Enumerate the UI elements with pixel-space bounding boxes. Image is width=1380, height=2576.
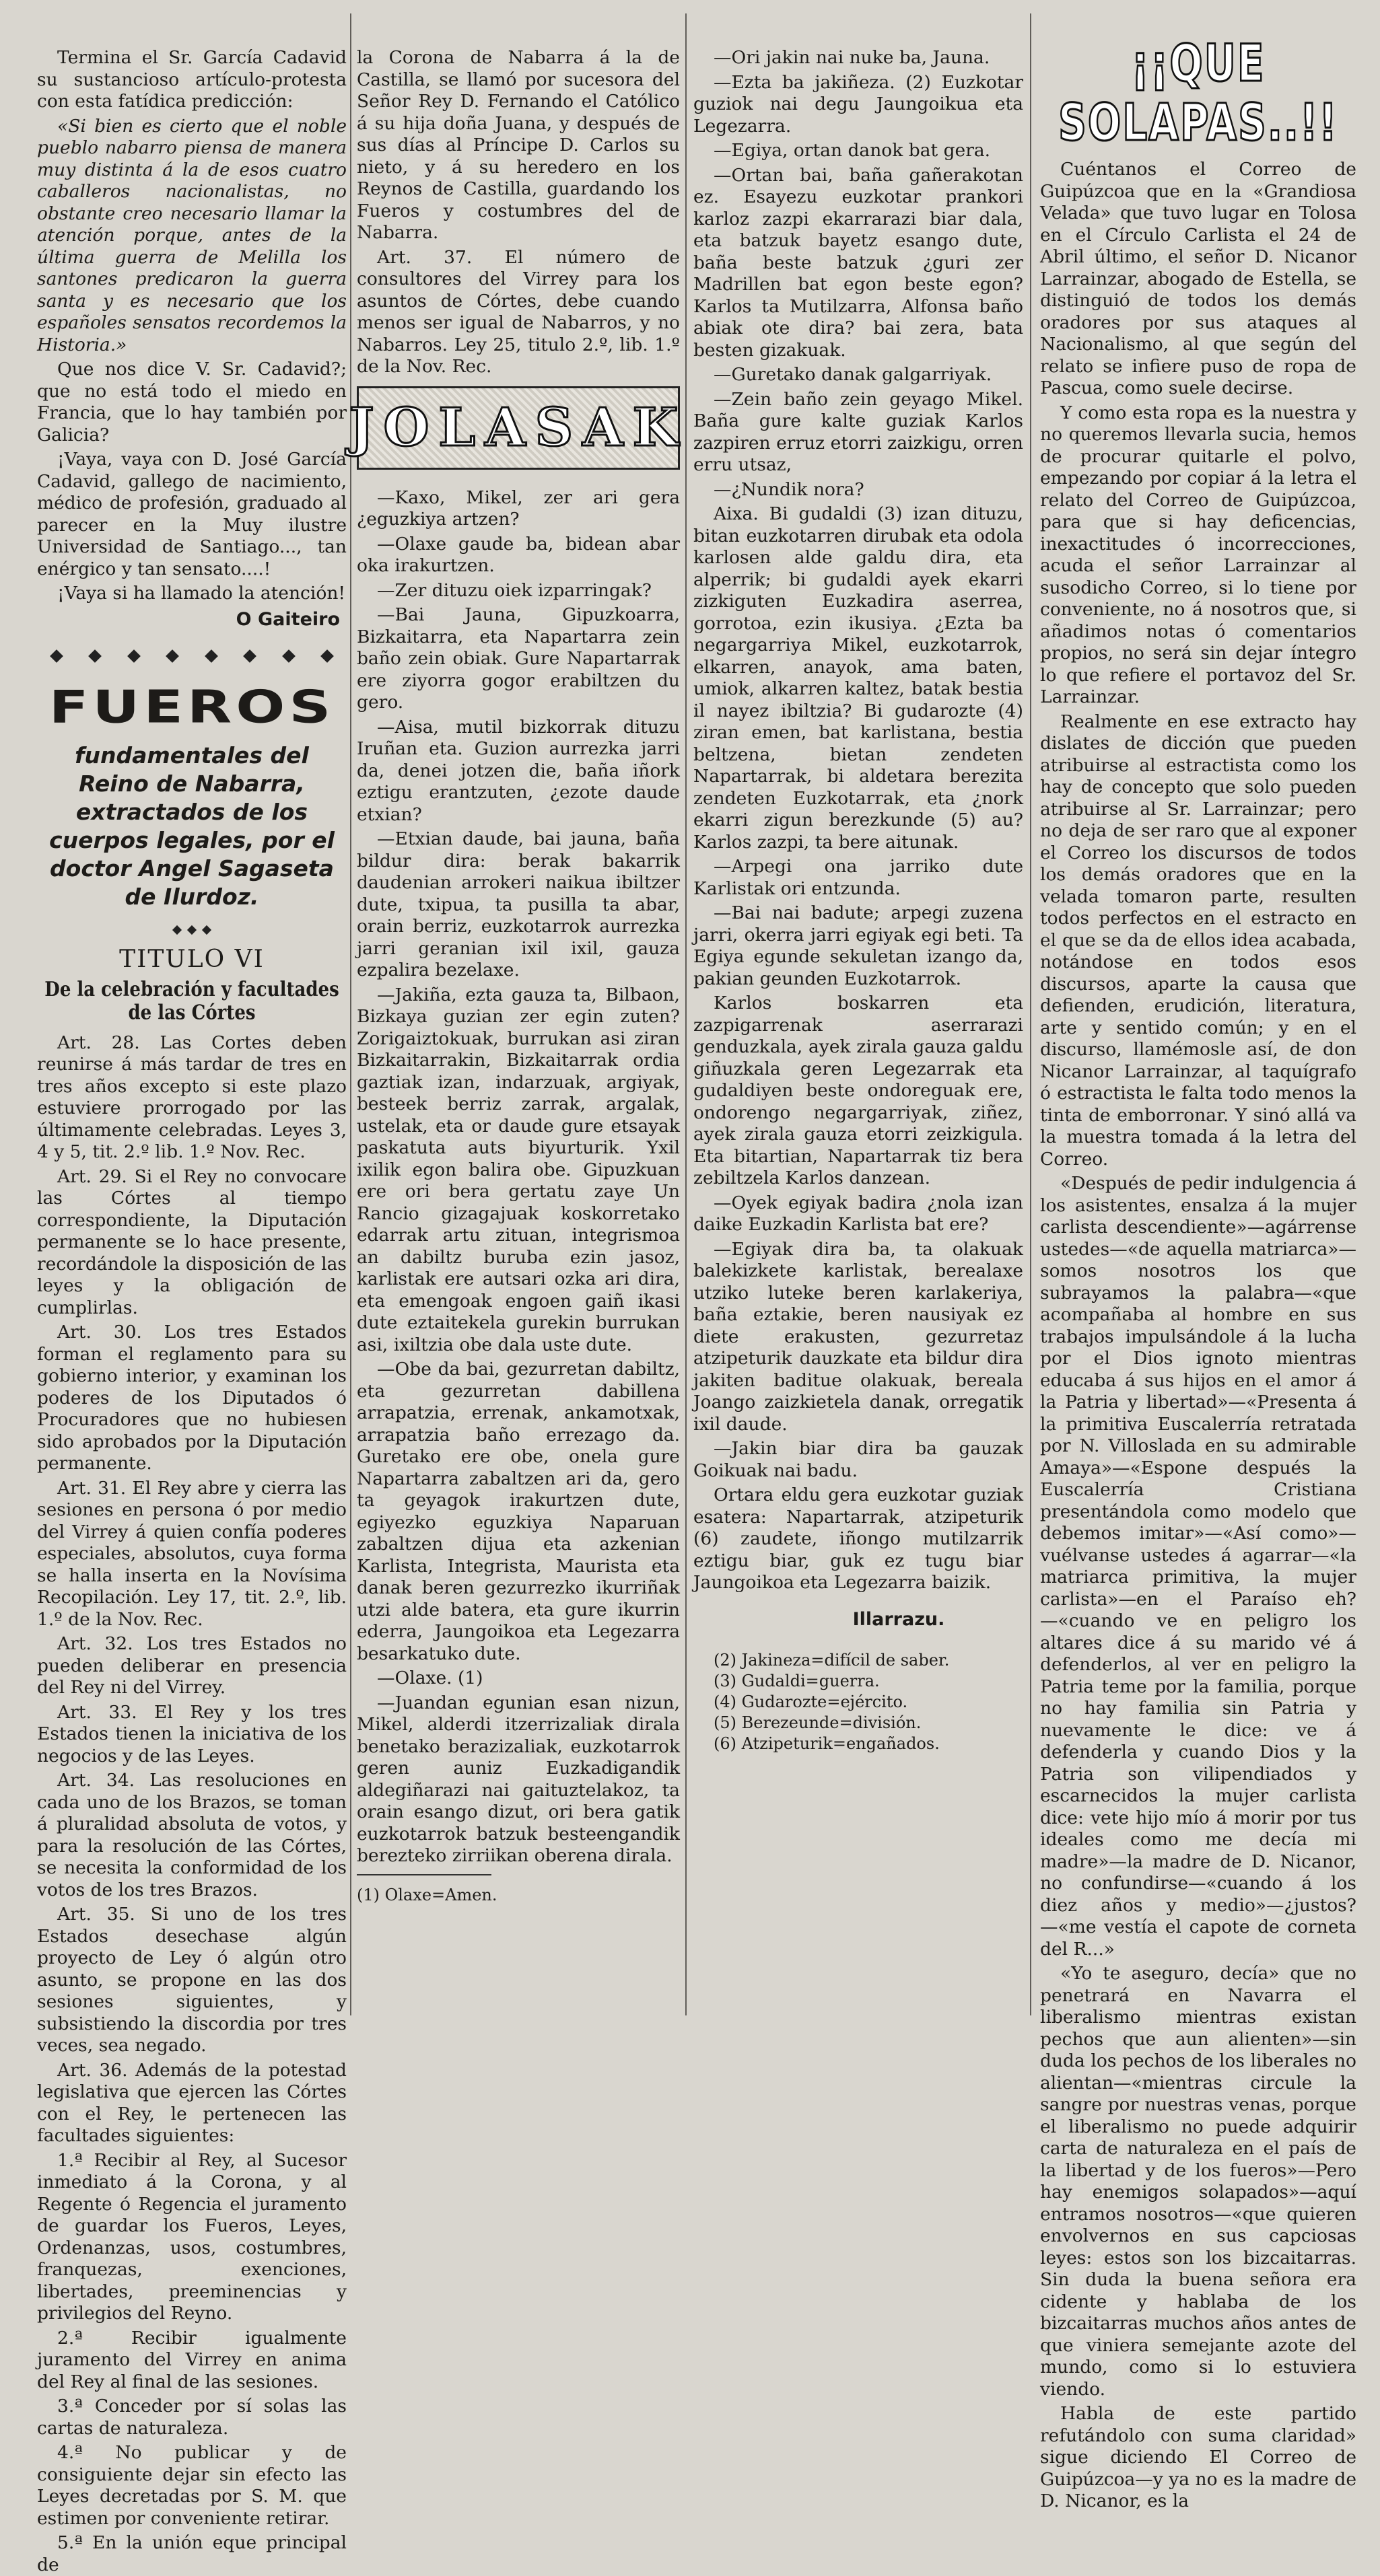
paragraph: ¡Vaya si ha llamado la atención! (57, 583, 346, 604)
dialogue-line: —Olaxe gaude ba, bidean abar oka irakurtzen. (357, 533, 680, 576)
faculty-item: 2.ª Recibir igualmente juramento del Virrey en anima del Rey al final de las sesiones. (37, 2327, 347, 2392)
paragraph: Realmente en ese extracto hay dislates de dicción que pueden atribuirse al estractista como los hay de concepto que solo pueden atribuirse al Sr. Larrainzar; pero no deja de ser raro que al exponer el Correo los discursos de todos los demás oradores que en la velada tomaron parte, resulten todos perfectos en el estracto en el que se da de ellos idea acabada, notándose en todos esos discursos, aparte la causa que defienden, erudición, literatura, arte y sentido común; y en el discurso, llamémosle así, de don Nicanor Larrainzar, al taquígrafo ó estractista le falta todo menos la tinta de emborronar. Y sinó allá va la muestra tomada á la letra del Correo. (1040, 711, 1356, 1170)
dialogue-line: Ortara eldu gera euzkotar guziak esatera: Napartarrak, atzipeturik (6) zaudete, iñongo mutilzarrik eztigu biar, guk ez tugu biar Jaungoikoa eta Legezarra baizik. (693, 1484, 1023, 1593)
dialogue-line: —Jakin biar dira ba gauzak Goikuak nai badu. (693, 1438, 1023, 1481)
footnote: (3) Gudaldi=guerra. (714, 1671, 880, 1690)
column-1 (37, 47, 347, 2575)
footnote: (5) Berezeunde=división. (714, 1713, 922, 1732)
dialogue-line: —Bai Jauna, Gipuzkoarra, Bizkaitarra, eta Napartarra zein baño zein obiak. Gure Napartarrak ere ziyorra gogor erabiltzen du gero. (357, 604, 680, 713)
dialogue-line: Aixa. Bi gudaldi (3) izan dituzu, bitan euzkotarren dirubak eta odola karlosen alde galdu dira, eta alperrik; bi gudaldi ayek ekarri zizkiguten Euzkadira aserrea, gorrotoa, ezin ikusiya. ¿Ezta ba negargarriya Mikel, euzkotarrok, elkarren, anayok, ama baten, umiok, alkarren kaltez, batak bestia il nayez ibiltzia? Bi gudarozte (4) ziran emen, bat karlistana, bestia beltzena, bietan zendeten Napartarrak, bi aldetara berezita zendeten Euzkotarrak, eta ¿nork ekarri zigun berezkunde (5) au? Karlos zazpi, ta bere aitunak. (693, 503, 1023, 853)
dialogue-line: —Zein baño zein geyago Mikel. Baña gure kalte guziak Karlos zazpiren erruz etorri zaizkigu, orren erru utsaz, (693, 388, 1023, 475)
dialogue-line: —Olaxe. (1) (377, 1668, 483, 1688)
dialogue-line: —Guretako danak galgarriyak. (714, 364, 992, 385)
dialogue-line: —Egiya, ortan danok bat gera. (714, 140, 991, 161)
jolasak-banner (349, 386, 688, 470)
column-rule (350, 13, 351, 2015)
paragraph: Que nos dice V. Sr. Cadavid?; que no está todo el miedo en Francia, que lo hay también por Galicia? (37, 359, 347, 445)
footnote: (4) Gudarozte=ejército. (714, 1692, 908, 1711)
column-rule (1030, 13, 1031, 2015)
ornament-divider (37, 647, 347, 665)
paragraph: ¡Vaya, vaya con D. José García Cadavid, gallego de nacimiento, médico de profesión, graduado al parecer en la Muy ilustre Universidad de Santiago..., tan enérgico y tan sensato....! (37, 449, 347, 579)
paragraph: la Corona de Nabarra á la de Castilla, se llamó por sucesora del Señor Rey D. Fernando el Católico á su hija doña Juana, y después de sus días al Príncipe D. Carlos su nieto, y á su heredero en los Reynos de Castilla, guardando los Fueros y costumbres del de Nabarra. (357, 47, 680, 243)
footnotes (714, 1650, 1023, 1754)
dialogue-line: —Ori jakin nai nuke ba, Jauna. (714, 47, 990, 68)
article-title: ¡¡QUE SOLAPAS..!! (1058, 33, 1338, 153)
article: Art. 32. Los tres Estados no pueden deliberar en presencia del Rey ni del Virrey. (37, 1633, 347, 1698)
dialogue-line: —Obe da bai, gezurretan dabiltz, eta gezurretan dabillena arrapatzia, errenak, ankamotxak, arrapatzia baño errezago da. Guretako ere obe, onela gure Napartarra zabaltzen ari da, gero ta geyagok irakurtzen dute, egiyezko eguzkiya Naparuan zabaltzen dijua eta azkenian Karlista, Integrista, Maurista eta danak beren gezurrezko ikurriñak utzi alde baterа, eta gure ikurrin ederra, Jaungoikoa eta Legezarra besarkatuko dute. (357, 1359, 680, 1664)
dialogue-line: —¿Nundik nora? (714, 478, 864, 500)
dialogue-line: —Jakiña, ezta gauza ta, Bilbaon, Bizkaya guzian zer egin zuten? Zorigaiztokuak, burrukan asi ziran Bizkaitarrakin, Bizkaitarrak ordia gaztiak izan, indarzuak, argiyak, besteek berriz zarrak, argalak, ustelak, eta or daude gure etsayak paskatuta auts biyurturik. Yxil ixilik egon balira obe. Gipuzkuan ere ori bera gertatu zaye Un Rancio gizagajuak koskorretako edarrak artu zituan, integrismoa an dabiltz buruba ezin jasoz, karlistak ere autsari ozka ari dira, eta emengoak engoen gaiñ ikasi dute eztaitekela gurekin burrukan asi, ixiltzia obe dala uste dute. (357, 984, 680, 1355)
article: Art. 33. El Rey y los tres Estados tienen la iniciativa de los negocios y de las Leyes. (37, 1701, 347, 1766)
signature: Illarrazu. (852, 1608, 945, 1630)
quote-paragraph: «Si bien es cierto que el noble pueblo nabarro piensa de manera muy distinta á la de esos cuatro caballeros nacionalistas, no obstante creo necesario llamar la atención porque, antes de la última guerra de Melilla los santones predicaron la guerra santa y es necesario que los españoles sensatos recordemos la Historia.» (37, 115, 347, 355)
dialogue-line: —Ortan bai, baña gañerakotan ez. Esayezu euzkotar prankori karloz zazpi ekarrarazi biar dala, eta batzuk bayetz esango dute, baña beste batzuk ¿guri zer Madrillen bat egon beste egon? Karlos ta Mutilzarra, Alfonsa baño abiak ote dira? bai zera, bata besten gizakuak. (693, 164, 1023, 361)
column-4 (1040, 33, 1356, 2511)
section-title: TITULO VI (119, 945, 265, 973)
paragraph: Y como esta ropa es la nuestra y no queremos llevarla sucia, hemos de procurar quitarle el polvo, empezando por copiar á la letra el relato del Correo de Guipúzcoa, para que si hay deficencias, inexactitudes ó incorrecciones, acuda el señor Larrainzar al susodicho Correo, si lo tiene por conveniente, no á nosotros que, si añadimos notas ó comentarios propios, no será sin dejar íntegro lo que refiere el portavoz del Sr. Larrainzar. (1040, 402, 1356, 707)
ornament-small (37, 923, 347, 936)
article: Art. 37. El número de consultores del Virrey para los asuntos de Córtes, debe cuando menos ser igual de Nabarros, y no Nabarros. Ley 25, titulo 2.º, lib. 1.º de la Nov. Rec. (357, 246, 680, 377)
faculty-item: 3.ª Conceder por sí solas las cartas de naturaleza. (37, 2396, 347, 2439)
footnote: (6) Atzipeturik=engañados. (714, 1733, 940, 1753)
faculty-item: 4.ª No publicar y de consiguiente dejar sin efecto las Leyes decretadas por S. M. que estimen por conveniente retirar. (37, 2442, 347, 2529)
paragraph: Habla de este partido refutándolo con suma claridad» sigue diciendo El Correo de Guipúzcoa—y ya no es la madre de D. Nicanor, es la (1040, 2403, 1356, 2511)
jolasak-title: JOLASAK (349, 397, 688, 458)
faculty-item: 5.ª En la unión eque principal de (37, 2532, 347, 2575)
footnote-rule (357, 1874, 491, 1875)
article: Art. 34. Las resoluciones en cada uno de los Brazos, se toman á pluralidad absoluta de votos, y para la resolución de las Córtes, se necesita la conformidad de los votos de los tres Brazos. (37, 1770, 347, 1900)
dialogue-line: —Aisa, mutil bizkorrak dituzu Iruñan eta. Guzion aurrezka jarri da, denei jotzen die, baña iñork eztigu erantzuten, ¿ezote daude etxian? (357, 716, 680, 825)
paragraph: Termina el Sr. García Cadavid su sustancioso artículo-protesta con esta fatídica predicción: (37, 47, 347, 112)
dialogue-line: —Bai nai badute; arpegi zuzena jarri, okerra jarri egiyak egi beti. Ta Egiya egunde sekuletan izango da, pakian geunden Euzkotarrok. (693, 902, 1023, 989)
dialogue-line: —Ezta ba jakiñeza. (2) Euzkotar guziok nai degu Jaungoikua eta Legezarra. (693, 71, 1023, 137)
faculty-item: 1.ª Recibir al Rey, al Sucesor inmediato á la Corona, y al Regente ó Regencia el juramento de guardar los Fueros, Leyes, Ordenanzas, usos, costumbres, franquezas, exenciones, libertades, preeminencias y privilegios del Reyno. (37, 2149, 347, 2324)
footnote: (1) Olaxe=Amen. (357, 1885, 497, 1904)
article: Art. 29. Si el Rey no convocare las Córtes al tiempo correspondiente, la Diputación permanente se lo hace presente, recordándole la disposición de las leyes y la obligación de cumplirlas. (37, 1166, 347, 1318)
dialogue-line: —Egiyak dira ba, ta olakuak balekizkete karlistak, berealaxe utziko luteke beren karlakeriya, baña eztakie, beren nausiyak ez diete erakusten, gezurretaz atzipeturik dauzkate eta bildur dira jakiten baditue olakuak, bereala Joango zaizkietela danak, orregatik ixil daude. (693, 1238, 1023, 1435)
paragraph: «Después de pedir indulgencia á los asistentes, ensalza á la mujer carlista descendiente»—agárrense ustedes—«de aquella matriarca»—somos nosotros los que subrayamos la palabra—«que acompañaba al hombre en sus trabajos impulsándole á la lucha por el Dios ignoto mientras educaba á sus hijos en el amor á la Patria y libertad»—«Presenta á la primitiva Euscalerría retratada por N. Villoslada en su admirable Amaya»—«Espone después la Euscalerría Cristiana presentándola como modelo que debemos imitar»—«Así como»—vuélvanse ustedes á agarrar—«la matriarca primitiva, la mujer carlista»—en el Paraíso eh?—«cuando ve en peligro los altares dice á su marido vé á defenderlos, al ver en peligro la Patria teme por la familia, porque no hay familia sin Patria y nuevamente le dice: ve á defenderla y cuando Dios y la Patria son vilipendiados y escarnecidos la mujer carlista dice: vete hijo mío á morir por tus ideales como me decía mi madre»—la madre de D. Nicanor, no confundirse—«cuando á los diez años y medio»—¿justos?—«me vestía el capote de corneta del R...» (1040, 1173, 1356, 1960)
article: Art. 30. Los tres Estados forman el reglamento para su gobierno interior, y examinan los poderes de los Diputados ó Procuradores que no hubiesen sido aprobados por la Diputación permanente. (37, 1322, 347, 1474)
article: Art. 35. Si uno de los tres Estados desechase algún proyecto de Ley ó algún otro asunto, se propone en las dos sesiones siguientes, y subsistiendo la discordia por tres veces, sea negado. (37, 1904, 347, 2056)
article: Art. 36. Además de la potestad legislativa que ejercen las Córtes con el Rey, le pertenecen las facultades siguientes: (37, 2059, 347, 2146)
column-2 (349, 47, 688, 2005)
dialogue-line: —Kaxo, Mikel, zer ari gera ¿eguzkiya artzen? (357, 487, 680, 530)
article: Art. 31. El Rey abre y cierra las sesiones en persona ó por medio del Virrey á quien confía poderes especiales, absolutos, cuya forma se halla inserta en la Novísima Recopilación. Ley 17, tit. 2.º, lib. 1.º de la Nov. Rec. (37, 1477, 347, 1630)
dialogue-line: —Zer dituzu oiek izparringak? (377, 579, 652, 601)
signature: O Gaiteiro (236, 608, 340, 630)
paragraph: «Yo te aseguro, decía» que no penetrará en Navarra el liberalismo mientras existan pechos que aun alienten»—sin duda los pechos de los liberales no alientan—«mientras circule la sangre por nuestras venas, porque el liberalismo no puede adquirir carta de naturaleza en el país de la libertad y de los fueros»—Pero hay enemigos solapados»—aquí entramos nosotros—«que quieren envolvernos en sus capciosas leyes: estos son los bizcaitarras. Sin duda la buena señora era cidente y hablaba de los bizcaitarras muchos años antes de que viniera semejante azote del mundo, como si lo estuviera viendo. (1040, 1963, 1356, 2400)
dialogue-line: Karlos boskarren eta zazpigarrenak aserrarazi genduzkala, ayek zirala gauza galdu giñuzkala geren Legezarrak eta gudaldiyen beste ondoreguak ere, ondorengo negargarriyak, ziñez, ayek zirala gauza etorri zeizkigula. Eta bitartian, Napartarrak tiz bera zebiltzela Karlos danzean. (693, 993, 1023, 1188)
article: Art. 28. Las Cortes deben reunirse á más tardar de tres en tres años excepto si este plazo estuviere prorrogado por las últimamente celebradas. Leyes 3, 4 y 5, tit. 2.º lib. 1.º Nov. Rec. (37, 1032, 347, 1162)
paragraph: Cuéntanos el Correo de Guipúzcoa que en la «Grandiosa Velada» que tuvo lugar en Tolosa en el Círculo Carlista el 24 de Abril último, el señor D. Nicanor Larrainzar, abogado de Estella, se distinguió de todos los demás oradores por sus ataques al Nacionalismo, al que según del relato se infiere puso de ropa de Pascua, como suele decirse. (1040, 159, 1356, 398)
dialogue-line: —Oyek egiyak badira ¿nola izan daike Euzkadin Karlista bat ere? (693, 1192, 1023, 1235)
dialogue-line: —Etxian daude, bai jauna, baña bildur dira: berak bakarrik daudenian arrokeri naikua ibiltzer dute, txipua, ta pusilla ta abar, orain berriz, euzkotarrok aurrezka jarri geranian ixil ixil, gauza ezpalira bezelaxe. (357, 828, 680, 980)
fueros-title: FUEROS (48, 680, 335, 734)
fueros-subtitle: fundamentales del Reino de Nabarra, extractados de los cuerpos legales, por el doctor Angel Sagaseta de Ilurdoz. (49, 742, 335, 910)
dialogue-line: —Juandan egunian esan nizun, Mikel, alderdi itzerrizaliak dirala benetako berazizaliak, euzkotarrok geren auniz Euzkadigandik aldegiñarazi nai gaituztelakoz, ta orain esango dizut, ori bera gatik euzkotarrok batzuk besteengandik berezteko zirriikan oberena dirala. (357, 1692, 680, 1866)
footnote: (2) Jakineza=difícil de saber. (714, 1650, 950, 1670)
column-rule (685, 13, 687, 2015)
section-heading: De la celebración y facultades de las Córtes (44, 978, 339, 1024)
column-3 (693, 47, 1023, 2005)
dialogue-line: —Arpegi ona jarriko dute Karlistak ori entzunda. (693, 856, 1023, 899)
